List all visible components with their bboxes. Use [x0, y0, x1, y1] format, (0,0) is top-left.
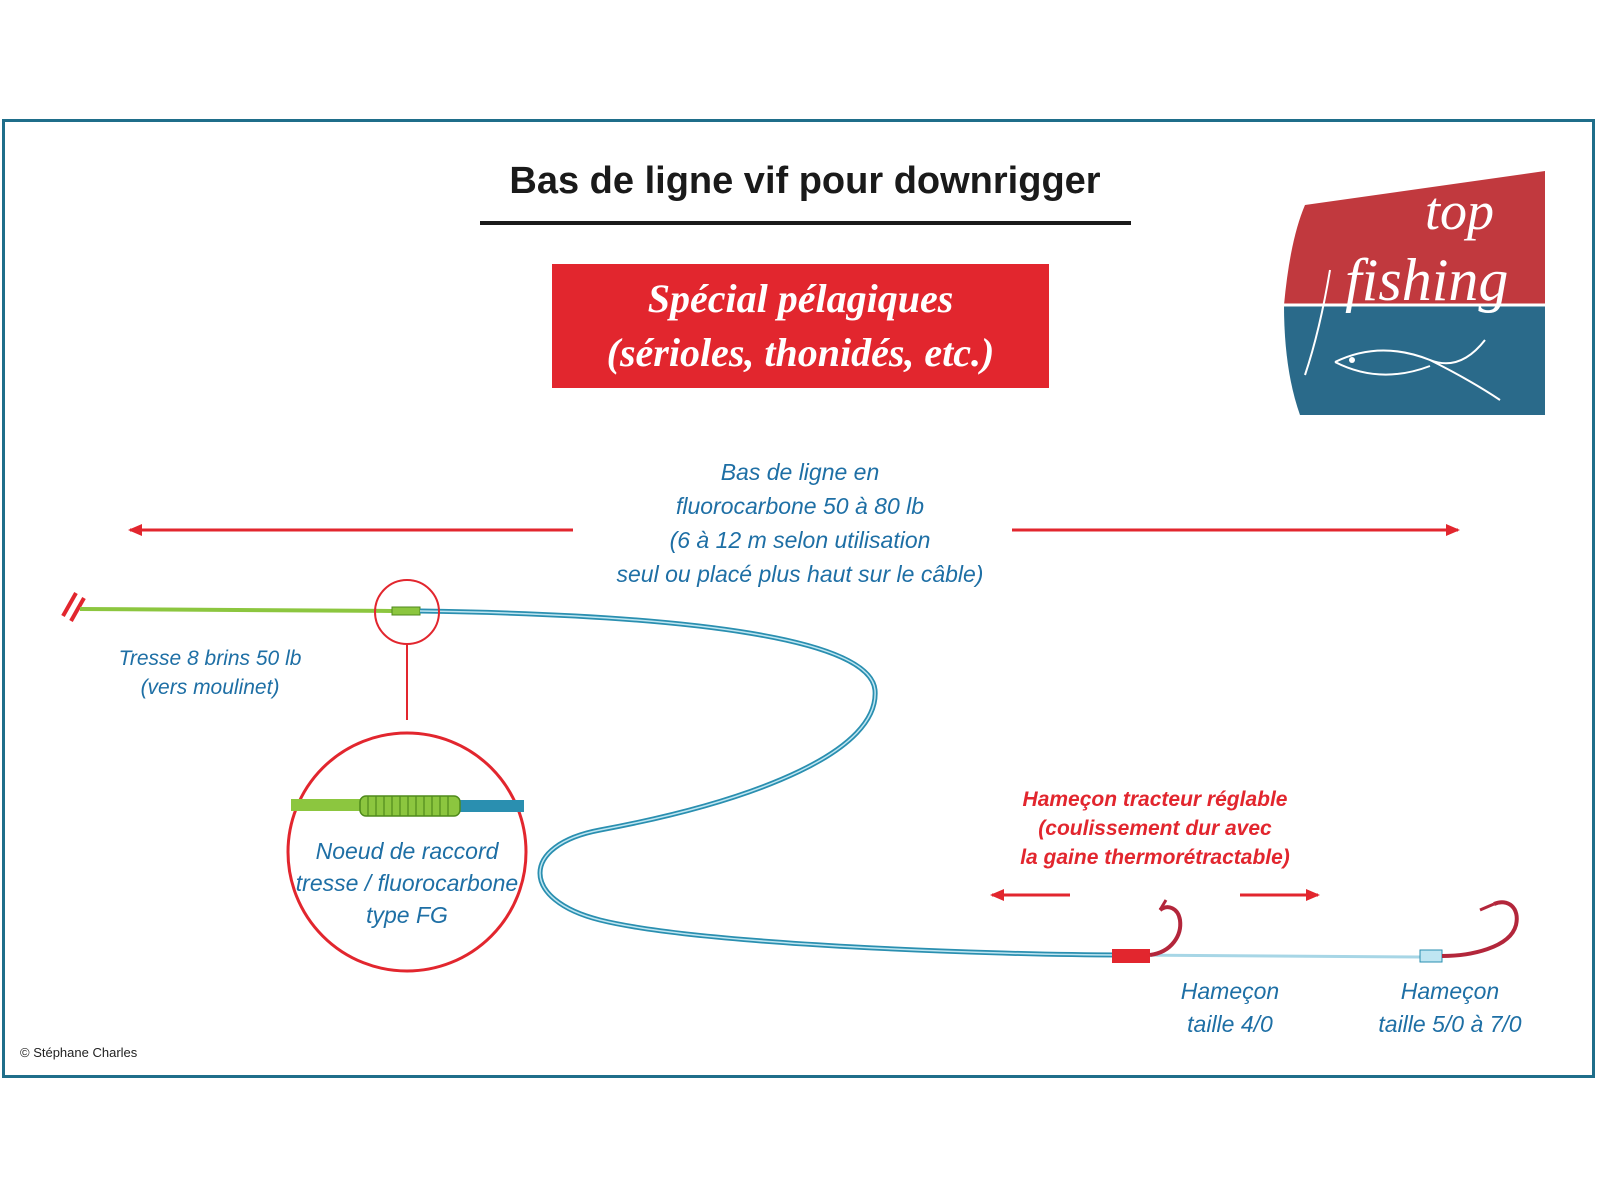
logo-word-top: top — [1425, 181, 1495, 241]
tracker-label-line-2: (coulissement dur avec — [1038, 817, 1272, 840]
hook-4-0 — [1150, 900, 1180, 955]
knot-label-line-2: tresse / fluorocarbone — [295, 870, 519, 896]
knot-label — [290, 835, 524, 931]
hook-5-0-7-0 — [1420, 902, 1517, 962]
tracker-label-line-1: Hameçon tracteur réglable — [1022, 788, 1288, 811]
hook2-label — [1340, 975, 1560, 1041]
hook1-label-line-1: Hameçon — [1180, 978, 1280, 1004]
braid-label-line-2: (vers moulinet) — [140, 676, 280, 699]
line-cut-mark — [63, 593, 84, 621]
fluorocarbon-leader — [420, 611, 1120, 955]
hook2-label-line-2: taille 5/0 à 7/0 — [1378, 1011, 1522, 1037]
logo-word-fishing: fishing — [1345, 247, 1509, 313]
fg-knot-small — [392, 607, 420, 615]
special-line-2: (sérioles, thonidés, etc.) — [606, 330, 995, 375]
braid-label-line-1: Tresse 8 brins 50 lb — [118, 647, 302, 670]
knot-label-line-1: Noeud de raccord — [315, 838, 499, 864]
leader-label-line-4: seul ou placé plus haut sur le câble) — [616, 561, 984, 587]
leader-label-line-2: fluorocarbone 50 à 80 lb — [675, 493, 925, 519]
hook-link-line — [1120, 955, 1420, 957]
leader-label-line-3: (6 à 12 m selon utilisation — [669, 527, 931, 553]
hook1-label — [1130, 975, 1330, 1041]
heat-shrink-sleeve — [1112, 949, 1150, 963]
hook2-label-line-1: Hameçon — [1400, 978, 1500, 1004]
tracker-hook-label — [980, 785, 1330, 872]
page-title: Bas de ligne vif pour downrigger — [509, 160, 1101, 202]
copyright-notice: © Stéphane Charles — [20, 1045, 138, 1060]
knot-label-line-3: type FG — [366, 902, 448, 928]
braid-label — [100, 644, 320, 702]
braid-line — [80, 609, 392, 611]
tracker-label-line-3: la gaine thermorétractable) — [1020, 846, 1290, 869]
hook1-label-line-2: taille 4/0 — [1187, 1011, 1273, 1037]
leader-label — [590, 455, 1010, 591]
leader-label-line-1: Bas de ligne en — [720, 459, 880, 485]
special-line-1: Spécial pélagiques — [647, 276, 954, 321]
